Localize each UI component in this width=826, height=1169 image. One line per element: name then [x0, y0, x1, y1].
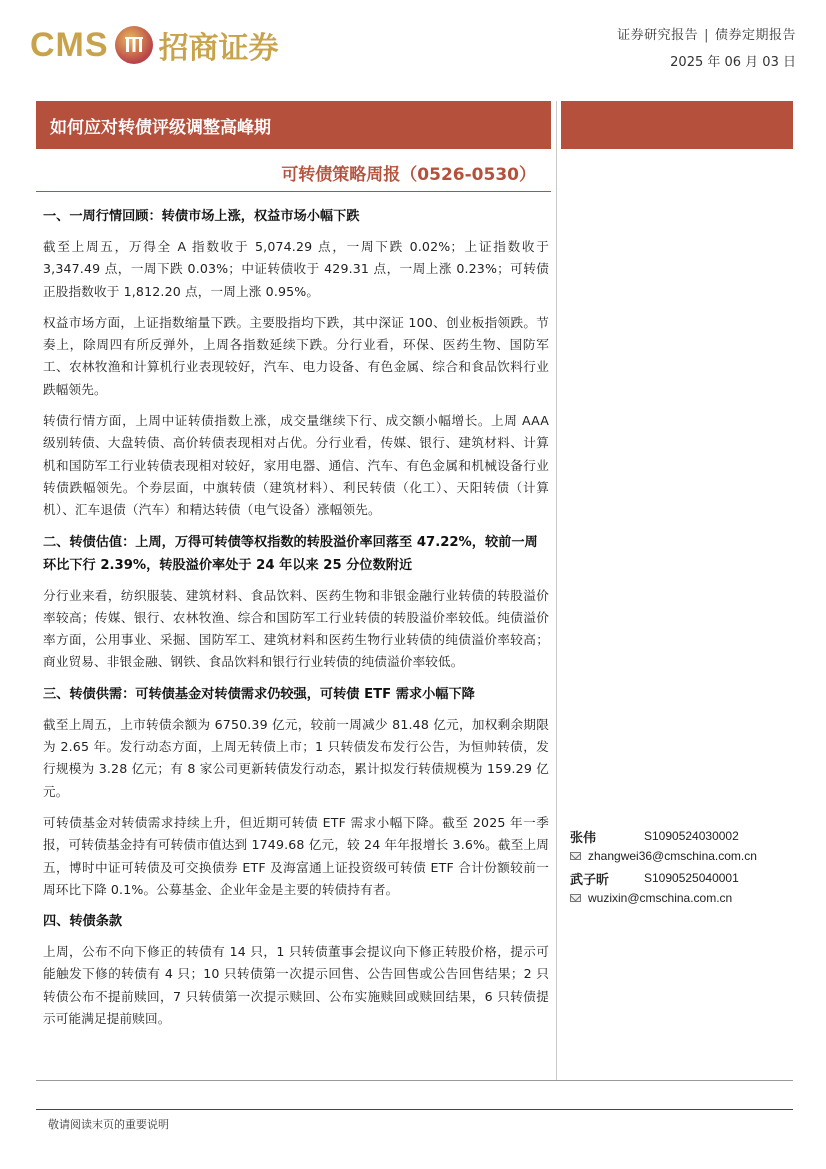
report-date: 2025 年 06 月 03 日 — [670, 55, 796, 70]
section-heading-1: 一、一周行情回顾：转债市场上涨，权益市场小幅下跌 — [43, 209, 360, 224]
report-meta — [617, 24, 796, 70]
main-content — [43, 205, 549, 1039]
report-type-secondary: 债券定期报告 — [714, 28, 796, 43]
author-license-id: S1090525040001 — [644, 871, 739, 885]
report-type-primary: 证券研究报告 — [617, 28, 699, 43]
section-1-paragraph-1: 截至上周五，万得全 A 指数收于 5,074.29 点，一周下跌 0.02%；上证指数收于 3,347.49 点，一周下跌 0.03%；中证转债收于 429.31 点，一周上涨 0.23%；可转债正股指数收于 1,812.20 点，一周上涨 0.95%。 — [43, 239, 549, 299]
author-name: 张伟 — [570, 830, 597, 846]
footer-disclaimer: 敬请阅读末页的重要说明 — [48, 1118, 169, 1131]
author-license-id: S1090524030002 — [644, 829, 739, 843]
title-divider — [36, 191, 551, 192]
logo-chinese-name: 招商证券 — [158, 31, 279, 66]
section-3-paragraph-2: 可转债基金对转债需求持续上升，但近期可转债 ETF 需求小幅下降。截至 2025 年一季报，可转债基金持有可转债市值达到 1749.68 亿元，较 24 年年报增长 3.6%。截至上周五，博时中证可转债及可交换债券 ETF 及海富通上证投资级可转债 ETF 合计份额较前一周环比下降 0.1%。公募基金、企业年金是主要的转债持有者。 — [43, 814, 549, 897]
author-name: 武子昕 — [570, 872, 610, 888]
sidebar-accent-bar — [561, 101, 793, 149]
logo-emblem-icon — [115, 26, 153, 64]
report-title: 如何应对转债评级调整高峰期 — [50, 117, 271, 138]
section-heading-4: 四、转债条款 — [43, 914, 123, 930]
author-row — [570, 826, 795, 846]
column-divider — [556, 101, 557, 1081]
report-title-bar — [36, 101, 551, 149]
mail-icon — [570, 852, 581, 860]
report-types: 证券研究报告 | 债券定期报告 — [617, 28, 796, 43]
section-2-paragraph-1: 分行业来看，纺织服装、建筑材料、食品饮料、医药生物和非银金融行业转债的转股溢价率较高；传媒、银行、农林牧渔、综合和国防军工行业转债的转股溢价率较低。纯债溢价率方面，公用事业、采掘、国防军工、建筑材料和医药生物行业转债的纯债溢价率较高；商业贸易、非银金融、钢铁、食品饮料和银行行业转债的纯债溢价率较低。 — [43, 587, 549, 670]
content-end-divider — [36, 1080, 793, 1081]
mail-icon — [570, 894, 581, 902]
section-heading-3: 三、转债供需：可转债基金对转债需求仍较强，可转债 ETF 需求小幅下降 — [43, 686, 475, 702]
section-3-paragraph-1: 截至上周五，上市转债余额为 6750.39 亿元，较前一周减少 81.48 亿元，加权剩余期限为 2.65 年。发行动态方面，上周无转债上市；1 只转债发布发行公告，为恒帅转债，发行规模为 3.28 亿元；有 8 家公司更新转债发行动态，累计拟发行转债规模为 159.29 亿元。 — [43, 716, 549, 799]
author-email-row — [570, 888, 795, 908]
author-email[interactable]: wuzixin@cmschina.com.cn — [588, 891, 733, 905]
author-block — [570, 826, 795, 910]
report-header — [0, 0, 826, 92]
logo-text: CMS — [30, 25, 109, 64]
author-email-row — [570, 846, 795, 866]
cms-logo — [30, 20, 279, 70]
section-4-paragraph-1: 上周，公布不向下修正的转债有 14 只，1 只转债董事会提议向下修正转股价格，提示可能触发下修的转债有 4 只；10 只转债第一次提示回售、公告回售或公告回售结果；2 只转债公布不提前赎回，7 只转债第一次提示赎回、公布实施赎回或赎回结果，6 只转债提示可能满足提前赎回。 — [43, 944, 549, 1027]
author-row — [570, 868, 795, 888]
footer-divider — [36, 1109, 793, 1110]
section-heading-2: 二、转债估值：上周，万得可转债等权指数的转股溢价率回落至 47.22%，较前一周环比下行 2.39%，转股溢价率处于 24 年以来 25 分位数附近 — [43, 534, 538, 573]
author-email[interactable]: zhangwei36@cmschina.com.cn — [588, 849, 757, 863]
report-subtitle: 可转债策略周报（0526-0530） — [281, 165, 536, 185]
section-1-paragraph-3: 转债行情方面，上周中证转债指数上涨，成交量继续下行、成交额小幅增长。上周 AAA 级别转债、大盘转债、高价转债表现相对占优。分行业看，传媒、银行、建筑材料、计算机和国防军工行业转债表现相对较好，家用电器、通信、汽车、有色金属和机械设备行业转债跌幅领先。个券层面，中旗转债（建筑材料）、利民转债（化工）、天阳转债（计算机）、汇车退债（汽车）和精达转债（电气设备）涨幅领先。 — [43, 413, 549, 518]
section-1-paragraph-2: 权益市场方面，上证指数缩量下跌。主要股指均下跌，其中深证 100、创业板指领跌。节奏上，除周四有所反弹外，上周各指数延续下跌。分行业看，环保、医药生物、国防军工、农林牧渔和计算机行业表现较好，汽车、电力设备、有色金属、综合和食品饮料行业跌幅领先。 — [43, 314, 549, 397]
